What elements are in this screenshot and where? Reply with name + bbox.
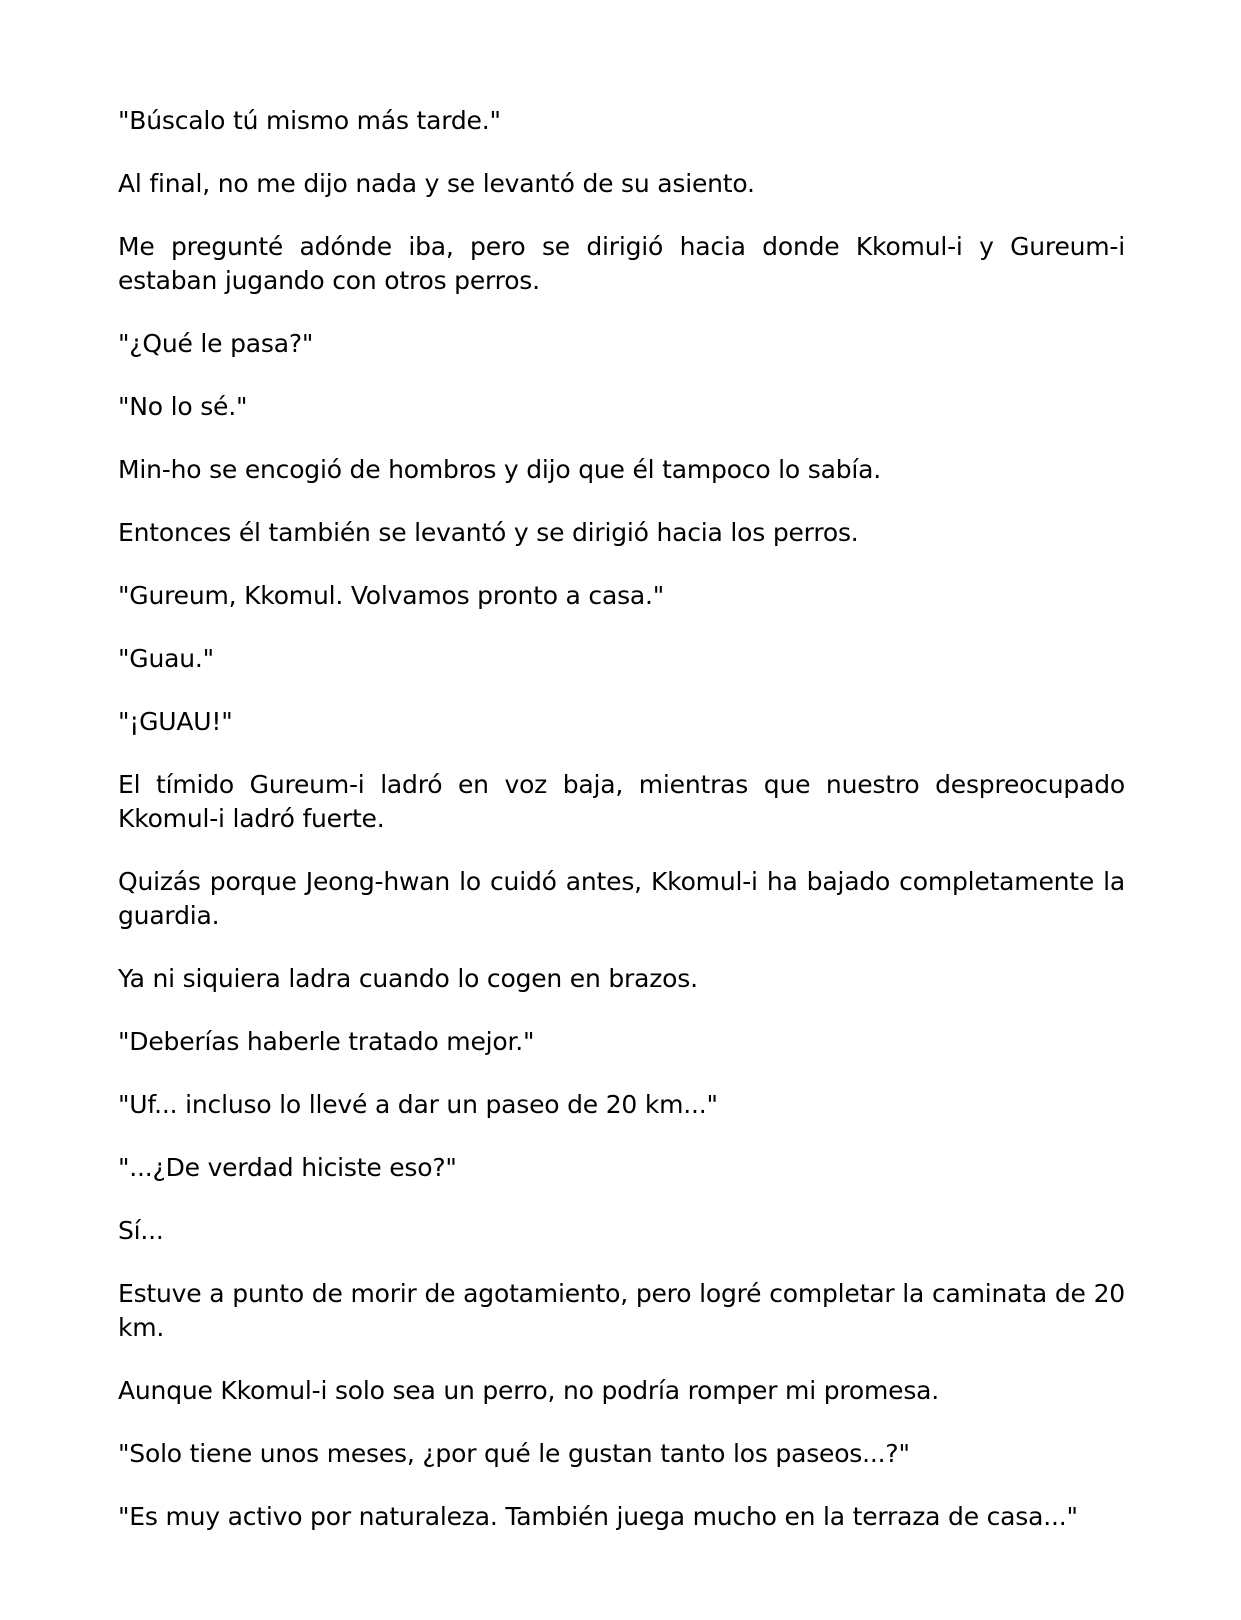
- paragraph: Min-ho se encogió de hombros y dijo que él tampoco lo sabía.: [118, 455, 882, 484]
- paragraph: "No lo sé.": [118, 392, 248, 421]
- paragraph: Sí...: [118, 1216, 164, 1245]
- paragraph: "¿Qué le pasa?": [118, 329, 314, 358]
- paragraph: "...¿De verdad hiciste eso?": [118, 1153, 457, 1182]
- paragraph: El tímido Gureum-i ladró en voz baja, mientras que nuestro despreocupado Kkomul-i ladró fuerte.: [118, 770, 1125, 833]
- paragraph: "Guau.": [118, 644, 214, 673]
- paragraph: "Búscalo tú mismo más tarde.": [118, 106, 501, 135]
- paragraph: "¡GUAU!": [118, 707, 233, 736]
- paragraph: Me pregunté adónde iba, pero se dirigió hacia donde Kkomul-i y Gureum-i estaban jugando con otros perros.: [118, 232, 1125, 295]
- paragraph: Entonces él también se levantó y se dirigió hacia los perros.: [118, 518, 859, 547]
- paragraph: Estuve a punto de morir de agotamiento, pero logré completar la caminata de 20 km.: [118, 1279, 1125, 1342]
- paragraph: Aunque Kkomul-i solo sea un perro, no podría romper mi promesa.: [118, 1376, 940, 1405]
- document-page: [118, 104, 1125, 1563]
- paragraph: "Uf... incluso lo llevé a dar un paseo de 20 km...": [118, 1090, 718, 1119]
- paragraph: Quizás porque Jeong-hwan lo cuidó antes, Kkomul-i ha bajado completamente la guardia.: [118, 867, 1125, 930]
- paragraph: "Gureum, Kkomul. Volvamos pronto a casa.": [118, 581, 665, 610]
- paragraph: "Es muy activo por naturaleza. También juega mucho en la terraza de casa...": [118, 1502, 1078, 1531]
- paragraph: "Deberías haberle tratado mejor.": [118, 1027, 535, 1056]
- paragraph: "Solo tiene unos meses, ¿por qué le gustan tanto los paseos...?": [118, 1439, 910, 1468]
- paragraph: Ya ni siquiera ladra cuando lo cogen en brazos.: [118, 964, 698, 993]
- paragraph: Al final, no me dijo nada y se levantó de su asiento.: [118, 169, 755, 198]
